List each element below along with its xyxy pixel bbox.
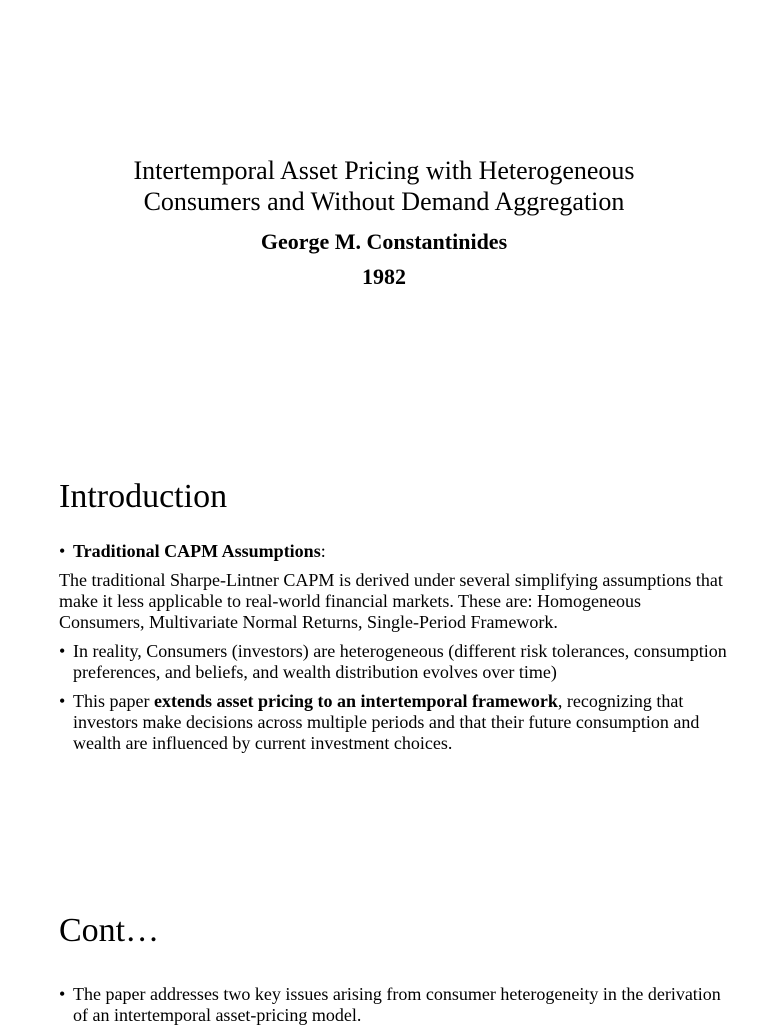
deck-author: George M. Constantinides	[260, 229, 508, 254]
bullet-icon: •	[59, 691, 66, 711]
deck-year: 1982	[362, 264, 406, 289]
title-block	[0, 155, 768, 292]
slide-heading: Introduction	[59, 478, 228, 515]
body-paragraph: The traditional Sharpe-Lintner CAPM is derived under several simplifying assumptions that make it less applicable to real-world financial markets. These are: Homogeneous Consumers, Multivariate Normal Returns, Single-Period Framework.	[59, 570, 723, 632]
continuation-slide	[0, 900, 768, 1024]
bullet-item	[59, 691, 729, 754]
slide-body	[59, 984, 729, 1034]
slide-body	[59, 541, 729, 762]
bullet-bold-text: extends asset pricing to an intertemporal framework	[153, 691, 558, 711]
title-slide	[0, 0, 768, 440]
deck-title-line-1: Intertemporal Asset Pricing with Heterogeneous	[133, 156, 635, 185]
bullet-text: , recognizing that investors make decisions across multiple periods and that their future consumption and wealth are influenced by current investment choices.	[73, 691, 700, 753]
bullet-bold-text: Traditional CAPM Assumptions	[73, 541, 321, 561]
bullet-icon: •	[59, 541, 66, 561]
bullet-icon: •	[59, 984, 66, 1004]
bullet-item	[59, 984, 729, 1026]
bullet-text: In reality, Consumers (investors) are heterogeneous (different risk tolerances, consumption preferences, and beliefs, and wealth distribution evolves over time)	[73, 641, 727, 682]
introduction-slide	[0, 440, 768, 900]
deck-title	[0, 155, 768, 217]
bullet-text: This paper	[73, 691, 154, 711]
bullet-text: The paper addresses two key issues arising from consumer heterogeneity in the derivation of an intertemporal asset-pricing model.	[73, 984, 721, 1025]
bullet-icon: •	[59, 641, 66, 661]
bullet-item	[59, 541, 729, 562]
bullet-text: :	[320, 541, 326, 561]
deck-title-line-2: Consumers and Without Demand Aggregation	[143, 187, 625, 216]
bullet-item	[59, 641, 729, 683]
slide-heading: Cont…	[59, 912, 160, 949]
